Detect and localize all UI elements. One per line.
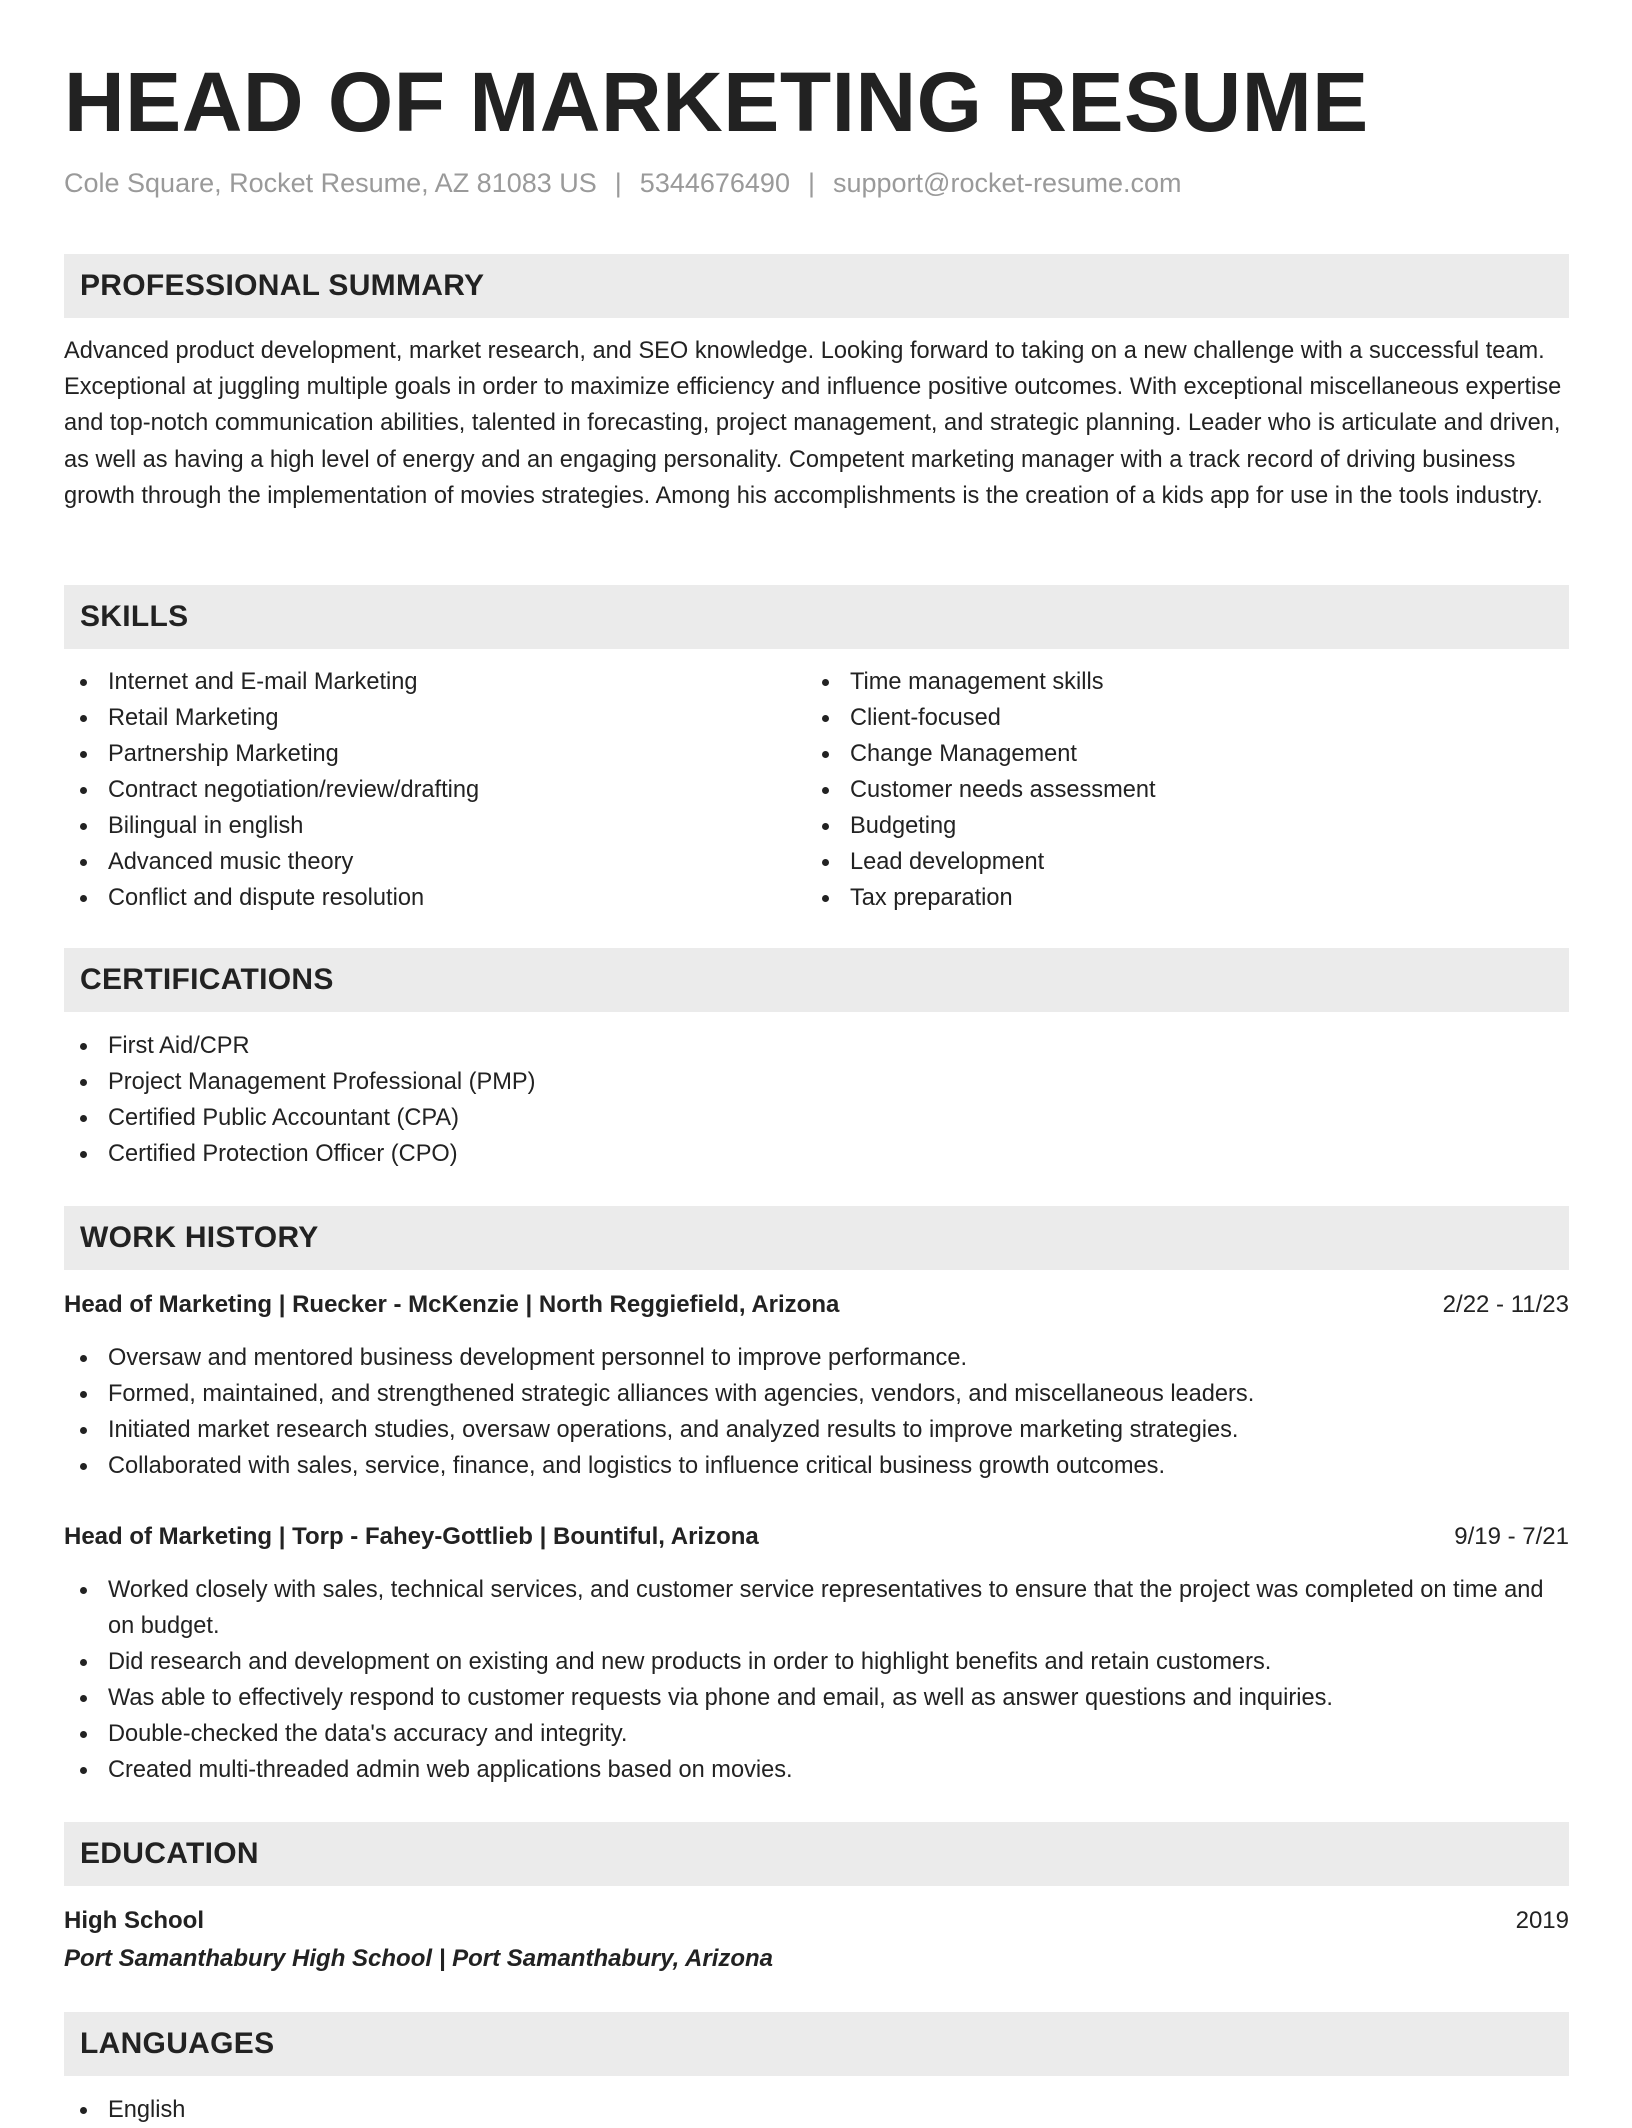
language-item: English [64,2092,1569,2128]
education-degree: High School [64,1907,204,1934]
skills-list-right [806,664,1546,916]
resume-title: HEAD OF MARKETING RESUME [64,55,1369,149]
languages-list [64,2092,1569,2128]
skill-item: Internet and E-mail Marketing [64,664,804,700]
certification-item: First Aid/CPR [64,1028,1569,1064]
job-dates: 2/22 - 11/23 [1442,1291,1569,1318]
section-heading-certifications: CERTIFICATIONS [64,948,1569,1012]
certification-item: Certified Protection Officer (CPO) [64,1136,1569,1172]
skill-item: Budgeting [806,808,1546,844]
skill-item: Tax preparation [806,880,1546,916]
job-title: Head of Marketing | Ruecker - McKenzie | North Reggiefield, Arizona [64,1291,840,1318]
certifications-list [64,1028,1569,1172]
skill-item: Bilingual in english [64,808,804,844]
contact-phone: 5344676490 [639,168,790,198]
skill-item: Time management skills [806,664,1546,700]
skill-item: Contract negotiation/review/drafting [64,772,804,808]
skill-item: Customer needs assessment [806,772,1546,808]
contact-line [64,165,1182,201]
certification-item: Certified Public Accountant (CPA) [64,1100,1569,1136]
education-school: Port Samanthabury High School | Port Samanthabury, Arizona [64,1945,774,1972]
job-bullet: Double-checked the data's accuracy and integrity. [64,1716,1569,1752]
skill-item: Client-focused [806,700,1546,736]
section-heading-skills: SKILLS [64,585,1569,649]
summary-text: Advanced product development, market research, and SEO knowledge. Looking forward to taking on a new challenge with a successful team. Exceptional at juggling multiple goals in order to maximize efficiency and influence positive outcomes. With exceptional miscellaneous expertise and top-notch communication abilities, talented in forecasting, project management, and strategic planning. Leader who is articulate and driven, as well as having a high level of energy and an engaging personality. Competent marketing manager with a track record of driving business growth through the implementation of movies strategies. Among his accomplishments is the creation of a kids app for use in the tools industry. [64,338,1562,509]
skill-item: Advanced music theory [64,844,804,880]
skills-list-left [64,664,804,916]
job-bullet: Initiated market research studies, oversaw operations, and analyzed results to improve marketing strategies. [64,1412,1569,1448]
contact-separator: | [614,168,622,198]
job-bullet: Created multi-threaded admin web applications based on movies. [64,1752,1569,1788]
skill-item: Change Management [806,736,1546,772]
job-bullets [64,1340,1569,1484]
section-heading-languages: LANGUAGES [64,2012,1569,2076]
skill-item: Lead development [806,844,1546,880]
certification-item: Project Management Professional (PMP) [64,1064,1569,1100]
job-bullet: Oversaw and mentored business development personnel to improve performance. [64,1340,1569,1376]
job-title: Head of Marketing | Torp - Fahey-Gottlieb | Bountiful, Arizona [64,1523,759,1550]
section-heading-summary: PROFESSIONAL SUMMARY [64,254,1569,318]
contact-email: support@rocket-resume.com [832,168,1182,198]
section-heading-education: EDUCATION [64,1822,1569,1886]
job-bullet: Collaborated with sales, service, finance, and logistics to influence critical business growth outcomes. [64,1448,1569,1484]
education-year: 2019 [1515,1907,1569,1934]
skill-item: Conflict and dispute resolution [64,880,804,916]
job-bullet: Worked closely with sales, technical services, and customer service representatives to ensure that the project was completed on time and on budget. [64,1572,1569,1644]
section-heading-work-history: WORK HISTORY [64,1206,1569,1270]
job-bullet: Formed, maintained, and strengthened strategic alliances with agencies, vendors, and miscellaneous leaders. [64,1376,1569,1412]
job-bullet: Did research and development on existing and new products in order to highlight benefits and retain customers. [64,1644,1569,1680]
skill-item: Partnership Marketing [64,736,804,772]
skill-item: Retail Marketing [64,700,804,736]
contact-separator: | [807,168,815,198]
job-bullet: Was able to effectively respond to customer requests via phone and email, as well as answer questions and inquiries. [64,1680,1569,1716]
contact-address: Cole Square, Rocket Resume, AZ 81083 US [64,168,597,198]
job-dates: 9/19 - 7/21 [1454,1523,1569,1550]
job-bullets [64,1572,1569,1788]
